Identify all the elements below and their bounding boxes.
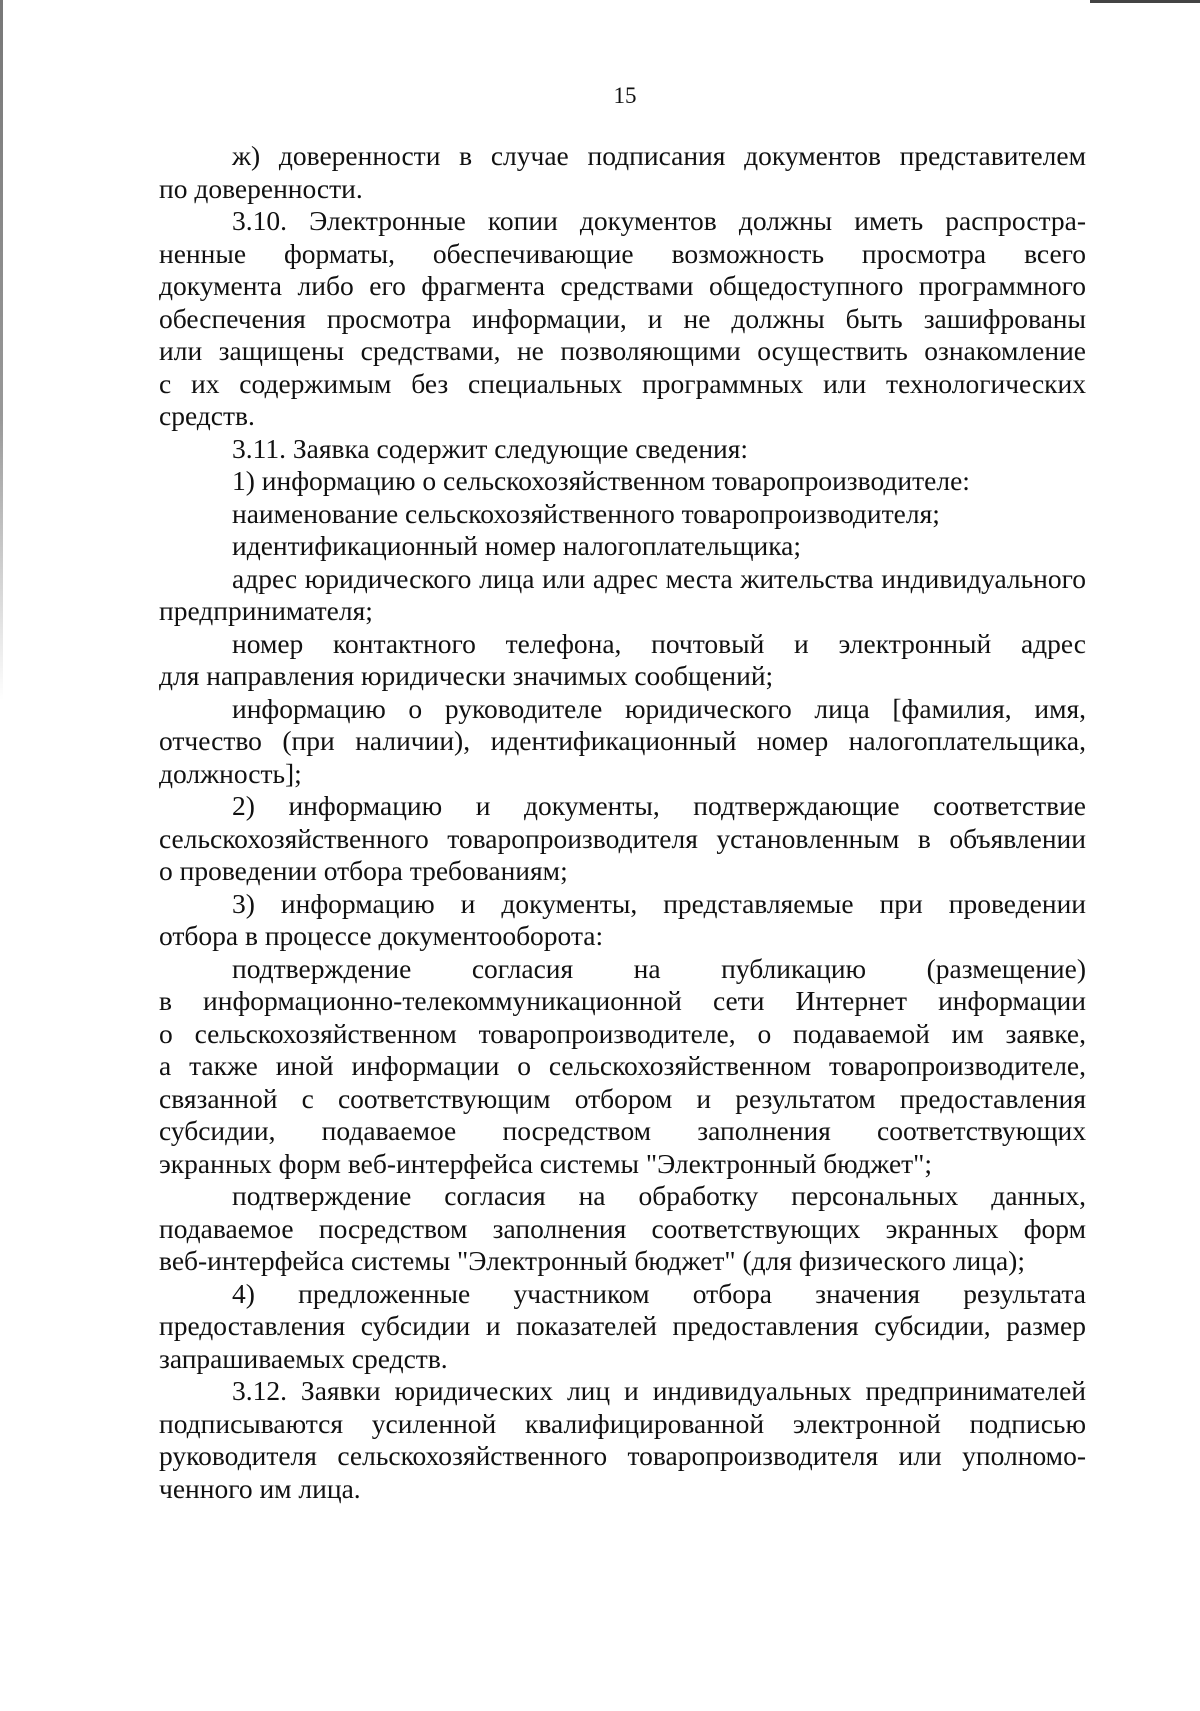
text-line: 3.10. Электронные копии документов должны иметь распростра- xyxy=(232,205,1086,236)
text-line: 1) информацию о сельскохозяйственном товаропроизводителе: xyxy=(232,465,970,496)
text-line: в информационно-телекоммуникационной сети Интернет информации xyxy=(159,985,1086,1016)
text-line: сельскохозяйственного товаропроизводителя установленным в объявлении xyxy=(159,822,1086,854)
text-line: документа либо его фрагмента средствами общедоступного программного xyxy=(159,270,1086,301)
text-line: о проведении отбора требованиям; xyxy=(159,855,568,886)
text-line: для направления юридически значимых сообщений; xyxy=(159,660,774,691)
text-line: номер контактного телефона, почтовый и электронный адрес xyxy=(232,627,1086,659)
text-line: 4) предложенные участником отбора значения результата xyxy=(232,1277,1086,1309)
text-line: с их содержимым без специальных программных или технологических xyxy=(159,367,1086,399)
text-line: отбора в процессе документооборота: xyxy=(159,920,604,951)
text-line: средств. xyxy=(159,400,255,431)
page-number: 15 xyxy=(613,83,637,108)
text-line: а также иной информации о сельскохозяйственном товаропроизводителе, xyxy=(159,1050,1086,1081)
text-line: отчество (при наличии), идентификационный номер налогоплательщика, xyxy=(159,725,1086,756)
text-line: или защищены средствами, не позволяющими осуществить ознакомление xyxy=(159,335,1086,366)
text-line: обеспечения просмотра информации, и не должны быть зашифрованы xyxy=(159,302,1086,334)
text-line: ченного им лица. xyxy=(159,1472,361,1504)
text-line: по доверенности. xyxy=(159,172,363,204)
text-line: ж) доверенности в случае подписания документов представителем xyxy=(232,140,1086,171)
text-line: 3) информацию и документы, представляемые при проведении xyxy=(232,887,1086,919)
text-line: информацию о руководителе юридического лица [фамилия, имя, xyxy=(232,692,1086,724)
document-body xyxy=(159,140,1086,1505)
text-line: идентификационный номер налогоплательщика; xyxy=(232,530,802,561)
text-line: подписываются усиленной квалифицированной электронной подписью xyxy=(159,1407,1086,1439)
text-line: 2) информацию и документы, подтверждающие соответствие xyxy=(232,790,1086,821)
text-line: подтверждение согласия на публикацию (размещение) xyxy=(232,952,1086,984)
text-line: ненные форматы, обеспечивающие возможность просмотра всего xyxy=(159,237,1086,269)
scan-corner-mark xyxy=(1090,0,1200,3)
text-line: о сельскохозяйственном товаропроизводителе, о подаваемой им заявке, xyxy=(159,1017,1086,1049)
text-line: 3.11. Заявка содержит следующие сведения: xyxy=(232,432,749,464)
text-line: экранных форм веб-интерфейса системы "Электронный бюджет"; xyxy=(159,1147,933,1179)
text-line: запрашиваемых средств. xyxy=(159,1342,448,1374)
text-line: должность]; xyxy=(159,757,302,789)
text-line: связанной с соответствующим отбором и результатом предоставления xyxy=(159,1082,1086,1114)
text-line: наименование сельскохозяйственного товаропроизводителя; xyxy=(232,497,940,529)
text-line: 3.12. Заявки юридических лиц и индивидуальных предпринимателей xyxy=(232,1375,1086,1406)
text-line: субсидии, подаваемое посредством заполнения соответствующих xyxy=(159,1115,1086,1146)
text-line: адрес юридического лица или адрес места жительства индивидуального xyxy=(232,562,1086,594)
text-line: веб-интерфейса системы "Электронный бюджет" (для физического лица); xyxy=(159,1245,1025,1276)
text-line: предоставления субсидии и показателей предоставления субсидии, размер xyxy=(159,1310,1086,1341)
text-line: подтверждение согласия на обработку персональных данных, xyxy=(232,1180,1086,1211)
text-line: руководителя сельскохозяйственного товаропроизводителя или уполномо- xyxy=(159,1440,1086,1471)
text-line: подаваемое посредством заполнения соответствующих экранных форм xyxy=(159,1212,1086,1244)
text-line: предпринимателя; xyxy=(159,595,373,626)
